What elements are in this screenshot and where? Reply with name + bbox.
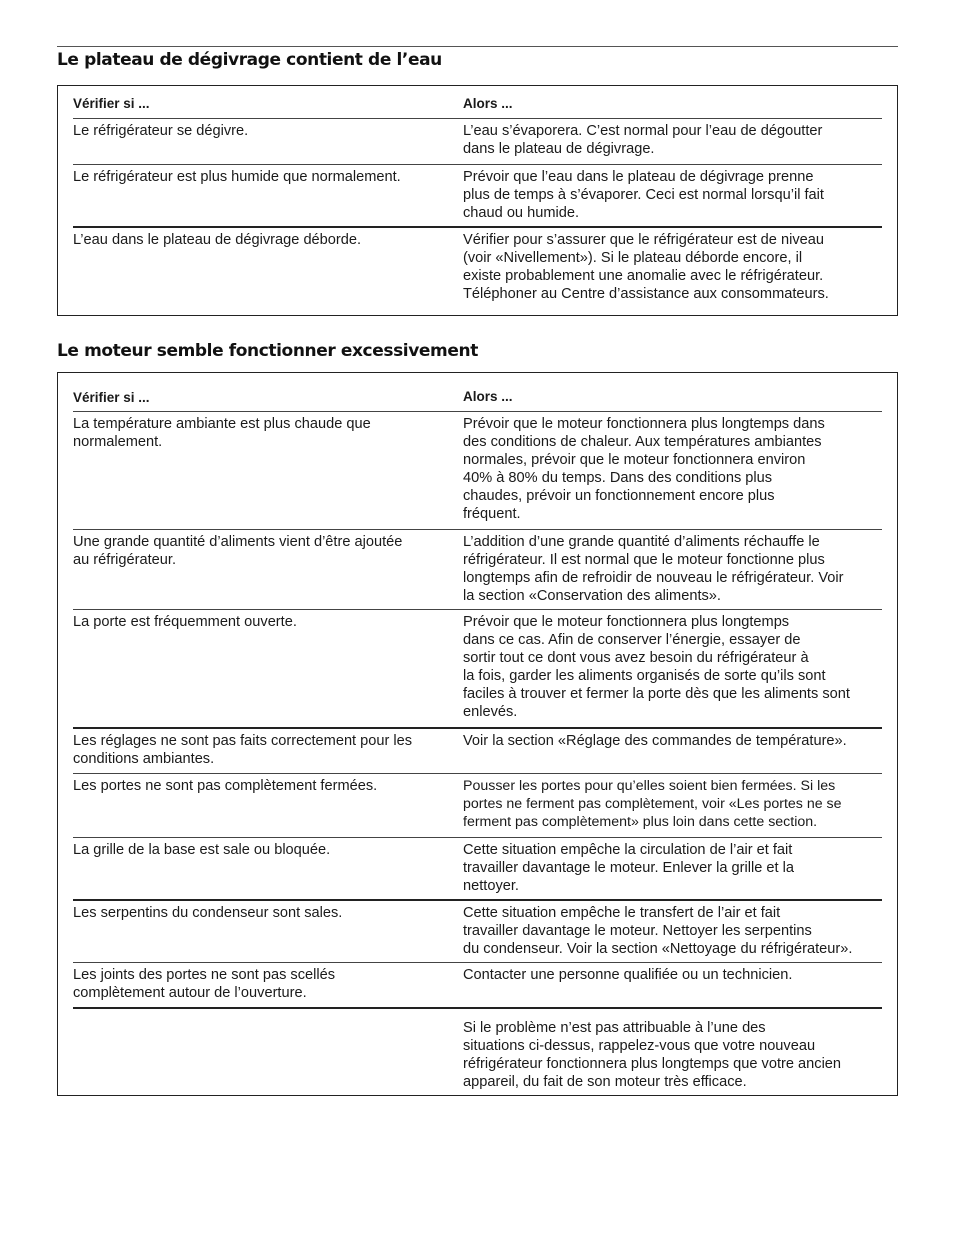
top-divider [57,46,898,47]
then-cell: Voir la section «Réglage des commandes de température». [463,733,847,749]
then-cell: Prévoir que le moteur fonctionnera plus longtemps dans ce cas. Afin de conserver l’énergie, essayer de sortir tout ce dont vous avez besoin du réfrigérateur à la fois, garder les aliments organisés de sorte qu’ils sont faciles à trouver et fermer la porte dès que les aliments sont enlevés. [463,614,850,720]
header-then: Alors ... [463,389,513,404]
check-cell: La grille de la base est sale ou bloquée. [73,842,331,858]
table-row [73,774,882,838]
check-cell: Les serpentins du condenseur sont sales. [73,905,343,921]
then-cell: Prévoir que le moteur fonctionnera plus longtemps dans des conditions de chaleur. Aux températures ambiantes normales, prévoir que le moteur fonctionnera environ 40% à 80% du temps. Dans des conditions plus chaudes, prévoir un fonctionnement encore plus fréquent. [463,416,825,522]
troubleshooting-table [73,377,882,1093]
then-cell: Contacter une personne qualifiée ou un technicien. [463,967,793,983]
table-row [73,165,882,228]
table-row [73,963,882,1009]
check-cell: Les joints des portes ne sont pas scellés complètement autour de l’ouverture. [73,967,336,1001]
table-row [73,838,882,901]
header-check: Vérifier si ... [73,390,150,405]
then-cell: Vérifier pour s’assurer que le réfrigérateur est de niveau (voir «Nivellement»). Si le plateau déborde encore, il existe probablement une anomalie avec le réfrigérateur. Téléphoner au Centre d’assistance aux consommateurs. [463,232,829,302]
check-cell: Les portes ne sont pas complètement fermées. [73,778,378,794]
then-cell: Cette situation empêche la circulation de l’air et fait travailler davantage le moteur. Enlever la grille et la nettoyer. [463,842,794,894]
check-cell: La porte est fréquemment ouverte. [73,614,297,630]
table-row [73,412,882,530]
check-cell [73,1016,463,1093]
then-cell: Cette situation empêche le transfert de l’air et fait travailler davantage le moteur. Nettoyer les serpentins du condenseur. Voir la section «Nettoyage du réfrigérateur». [463,905,853,957]
table-row [73,610,882,729]
table-defrost-pan [57,85,898,316]
table-motor-running [57,372,898,1096]
table-row [73,530,882,610]
section-title-defrost-pan: Le plateau de dégivrage contient de l’eau [57,50,442,70]
header-check: Vérifier si ... [73,96,150,111]
check-cell: Une grande quantité d’aliments vient d’être ajoutée au réfrigérateur. [73,534,403,568]
table-row [73,901,882,963]
then-cell: L’addition d’une grande quantité d’aliments réchauffe le réfrigérateur. Il est normal que le moteur fonctionne plus longtemps afin de refroidir de nouveau le réfrigérateur. Voir la section «Conservation des aliments». [463,534,844,604]
table-row [73,729,882,774]
then-cell: L’eau s’évaporera. C’est normal pour l’eau de dégoutter dans le plateau de dégivrage. [463,123,823,157]
check-cell: Le réfrigérateur se dégivre. [73,123,249,139]
table-row [73,119,882,165]
section-title-motor-running: Le moteur semble fonctionner excessivement [57,341,478,361]
table-header [73,377,882,412]
then-cell: Pousser les portes pour qu’elles soient bien fermées. Si les portes ne ferment pas complètement, voir «Les portes ne se ferment pas complètement» plus loin dans cette section. [463,778,842,830]
then-cell: Prévoir que l’eau dans le plateau de dégivrage prenne plus de temps à s’évaporer. Ceci est normal lorsqu’il fait chaud ou humide. [463,169,824,221]
check-cell: L’eau dans le plateau de dégivrage déborde. [73,232,362,248]
troubleshooting-table [73,86,882,314]
table-row [73,1009,882,1093]
then-cell: Si le problème n’est pas attribuable à l’une des situations ci-dessus, rappelez-vous que votre nouveau réfrigérateur fonctionnera plus longtemps que votre ancien appareil, du fait de son moteur très efficace. [463,1020,842,1090]
check-cell: La température ambiante est plus chaude que normalement. [73,416,371,450]
check-cell: Le réfrigérateur est plus humide que normalement. [73,169,401,185]
header-then: Alors ... [463,96,513,111]
table-header [73,86,882,119]
check-cell: Les réglages ne sont pas faits correctement pour les conditions ambiantes. [73,733,413,767]
table-row [73,228,882,314]
